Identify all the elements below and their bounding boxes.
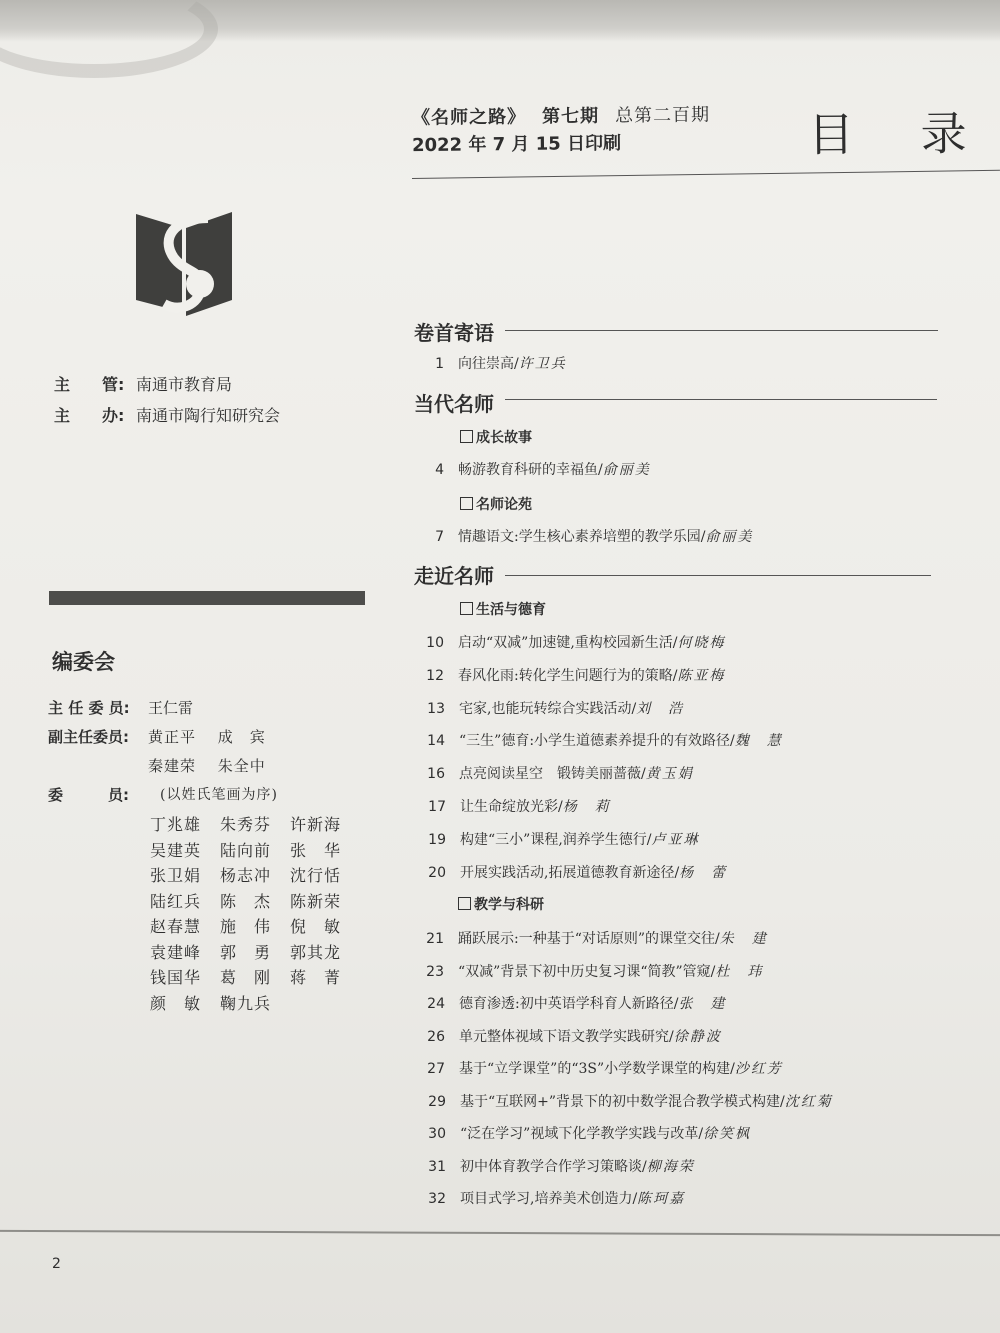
toc-entry-author: 刘 浩 [636, 700, 685, 717]
toc-entry-author: 陈珂嘉 [637, 1191, 686, 1207]
toc-entry [414, 459, 651, 479]
divider-bar [49, 591, 365, 605]
subsection-label: 成长故事 [476, 430, 532, 446]
subsection-label: 教学与科研 [474, 897, 544, 913]
supervisor-row [54, 372, 232, 395]
toc-entry-title: 项目式学习,培养美术创造力/ [460, 1191, 638, 1207]
toc-entry-author: 俞丽美 [602, 462, 651, 478]
journal-header [412, 100, 726, 129]
vice-director-names-1: 黄正平 成 宾 [148, 728, 266, 746]
subsection-label: 生活与德育 [476, 602, 546, 618]
board-vice-directors [48, 726, 266, 747]
board-member-name: 鞠九兵 [220, 993, 272, 1013]
header-rule [412, 170, 1000, 179]
board-members-row [150, 812, 360, 835]
total-issue: 总第二百期 [614, 104, 711, 127]
toc-entry-author: 杨 蕾 [679, 864, 728, 881]
board-member-name: 陆向前 [220, 840, 272, 860]
toc-entry [415, 993, 726, 1013]
board-member-name: 施 伟 [220, 917, 272, 936]
toc-entry-title: 构建“三小”课程,润养学生德行/ [460, 831, 652, 848]
section-rule-1 [505, 330, 938, 331]
board-members-label: 委 员: [48, 786, 129, 804]
board-member-name: 陆红兵 [150, 891, 202, 911]
checkbox-square-icon [460, 430, 473, 443]
toc-entry-page: 26 [427, 1028, 445, 1045]
section-rule-3 [505, 575, 931, 576]
toc-entry-page: 21 [426, 931, 444, 947]
toc-entry-page: 20 [428, 864, 446, 881]
toc-entry-author: 沈红菊 [784, 1093, 833, 1110]
toc-entry [416, 862, 727, 882]
board-member-name: 袁建峰 [150, 942, 202, 962]
board-members-row [150, 965, 360, 988]
section-title-1: 卷首寄语 [414, 321, 494, 345]
toc-entry [414, 353, 567, 373]
board-director [48, 697, 193, 718]
toc-entry-page: 10 [426, 635, 444, 651]
subsection-label: 名师论苑 [476, 497, 532, 513]
toc-entry-title: 畅游教育科研的幸福鱼/ [458, 462, 603, 478]
toc-entry-page: 17 [428, 799, 446, 815]
toc-entry-title: 初中体育教学合作学习策略谈/ [460, 1158, 647, 1175]
toc-entry [414, 961, 763, 981]
supervisor-value: 南通市教育局 [136, 375, 233, 394]
toc-entry-page: 30 [428, 1126, 446, 1142]
board-member-name: 朱秀芬 [220, 815, 272, 834]
toc-entry [416, 1123, 751, 1143]
toc-entry-author: 沙红芳 [734, 1061, 783, 1077]
toc-entry [416, 1156, 695, 1176]
toc-entry-title: 启动“双减”加速键,重构校园新生活/ [458, 635, 678, 651]
toc-entry [415, 1026, 722, 1046]
toc-entry-page: 31 [428, 1158, 446, 1175]
print-date: 2022 年 7 月 15 日印刷 [411, 132, 622, 157]
supervisor-label: 主 管: [54, 375, 125, 394]
toc-entry-author: 陈亚梅 [677, 667, 726, 684]
toc-entry-page: 7 [435, 529, 444, 545]
toc-entry-author: 俞丽美 [705, 529, 754, 545]
toc-entry-author: 杜 玮 [715, 963, 764, 980]
toc-entry-page: 32 [428, 1191, 446, 1207]
board-member-name: 钱国华 [150, 968, 202, 987]
toc-entry [416, 1188, 685, 1208]
board-member-name: 杨志冲 [220, 866, 272, 885]
director-label: 主 任 委 员: [48, 699, 130, 717]
board-member-name: 张卫娟 [150, 866, 202, 885]
toc-entry-page: 16 [427, 766, 445, 783]
board-vice-directors-row2 [148, 755, 266, 776]
toc-entry-page: 1 [435, 356, 444, 372]
toc-entry-title: 基于“互联网+”背景下的初中数学混合教学模式构建/ [460, 1093, 785, 1110]
board-members-row [150, 914, 360, 937]
page-number: 2 [52, 1256, 61, 1272]
vice-director-names-2: 秦建荣 朱全中 [148, 757, 266, 775]
toc-entry [416, 829, 699, 849]
section-title-3: 走近名师 [414, 564, 494, 588]
toc-entry-title: 点亮阅读星空 锻铸美丽蔷薇/ [459, 766, 646, 783]
toc-entry-author: 柳海荣 [646, 1158, 695, 1175]
board-member-name: 丁兆雄 [150, 815, 202, 834]
board-member-name: 张 华 [290, 840, 342, 860]
checkbox-square-icon [458, 897, 471, 910]
toc-entry-author: 张 建 [678, 996, 727, 1012]
board-member-name: 郭其龙 [290, 942, 342, 962]
subsection-title [460, 599, 546, 619]
toc-entry-page: 23 [426, 963, 444, 980]
toc-entry-author: 朱 建 [719, 931, 768, 947]
board-member-name: 倪 敏 [290, 917, 342, 936]
toc-entry [415, 730, 783, 750]
page-bottom-edge [0, 1230, 1000, 1236]
checkbox-square-icon [460, 602, 473, 615]
toc-entry-title: 宅家,也能玩转综合实践活动/ [459, 700, 637, 717]
decorative-curl [0, 0, 218, 78]
toc-entry [414, 526, 753, 546]
subsection-title [458, 894, 544, 914]
toc-entry [414, 632, 725, 652]
toc-entry-title: 踊跃展示:一种基于“对话原则”的课堂交往/ [458, 931, 720, 947]
subsection-title [460, 494, 532, 514]
journal-name: 《名师之路》 [411, 106, 527, 129]
issue-number: 第七期 [541, 105, 600, 128]
toc-entry-title: 德育渗透:初中英语学科育人新路径/ [459, 996, 679, 1012]
board-title: 编委会 [52, 650, 115, 674]
board-member-name: 吴建英 [150, 840, 202, 860]
toc-entry-author: 杨 莉 [562, 799, 611, 815]
board-member-name: 陈 杰 [220, 891, 272, 911]
toc-entry-author: 徐静波 [673, 1028, 722, 1045]
toc-entry-title: 让生命绽放光彩/ [460, 799, 563, 815]
board-member-name: 郭 勇 [220, 942, 272, 962]
toc-entry-title: “三生”德育:小学生道德素养提升的有效路径/ [459, 733, 735, 750]
toc-entry-page: 19 [428, 831, 446, 848]
board-member-name: 陈新荣 [290, 891, 342, 911]
toc-entry-page: 27 [427, 1061, 445, 1077]
toc-entry-page: 14 [427, 733, 445, 750]
board-members-row [150, 991, 360, 1014]
toc-entry [415, 763, 694, 783]
vice-director-label: 副主任委员: [48, 728, 129, 746]
subsection-title [460, 427, 532, 447]
toc-entry [415, 698, 684, 718]
board-member-name: 赵春慧 [150, 917, 202, 936]
board-member-name: 颜 敏 [150, 993, 202, 1013]
toc-entry-page: 4 [435, 462, 444, 478]
toc-entry-page: 12 [426, 667, 444, 684]
sponsor-label: 主 办: [54, 406, 125, 425]
toc-entry-title: 开展实践活动,拓展道德教育新途径/ [460, 864, 680, 881]
toc-entry-author: 魏 慧 [734, 733, 783, 750]
section-rule-2 [505, 399, 937, 400]
toc-entry-author: 许卫兵 [518, 356, 567, 372]
toc-entry-title: 情趣语文:学生核心素养培塑的教学乐园/ [458, 529, 706, 545]
toc-entry-author: 徐笑枫 [703, 1126, 752, 1142]
toc-entry-author: 何晓梅 [677, 635, 726, 651]
toc-entry [414, 665, 725, 685]
board-members-row [150, 838, 360, 861]
board-members-row [150, 863, 360, 886]
sponsor-row [54, 403, 280, 426]
toc-entry [414, 928, 768, 948]
toc-entry-title: “泛在学习”视域下化学教学实践与改革/ [460, 1126, 704, 1142]
toc-entry-page: 13 [427, 700, 445, 717]
toc-title: 目 录 [807, 106, 993, 162]
section-title-2: 当代名师 [414, 392, 494, 416]
toc-entry [416, 796, 611, 816]
toc-entry-title: 向往崇高/ [458, 356, 519, 372]
sponsor-value: 南通市陶行知研究会 [136, 406, 281, 425]
toc-entry-title: 春风化雨:转化学生问题行为的策略/ [458, 667, 678, 684]
board-members-row [150, 940, 360, 963]
board-member-name: 蒋 菁 [290, 968, 342, 987]
toc-entry-author: 黄玉娟 [645, 766, 694, 783]
checkbox-square-icon [460, 497, 473, 510]
toc-entry-title: 基于“立学课堂”的“3S”小学数学课堂的构建/ [459, 1061, 735, 1077]
members-note: (以姓氏笔画为序) [160, 787, 278, 803]
toc-entry [415, 1058, 783, 1078]
board-member-name: 沈行恬 [290, 866, 342, 885]
toc-entry [416, 1091, 833, 1111]
toc-entry-title: “双减”背景下初中历史复习课“简教”管窥/ [458, 963, 716, 980]
toc-entry-author: 卢亚琳 [651, 831, 700, 848]
journal-logo-icon [134, 208, 234, 322]
toc-entry-title: 单元整体视域下语文教学实践研究/ [459, 1028, 674, 1045]
toc-entry-page: 29 [428, 1093, 446, 1110]
board-member-name: 许新海 [290, 815, 342, 834]
director-name: 王仁雷 [148, 699, 194, 717]
board-member-name: 葛 刚 [220, 968, 272, 987]
board-members-row [150, 889, 360, 912]
toc-entry-page: 24 [427, 996, 445, 1012]
